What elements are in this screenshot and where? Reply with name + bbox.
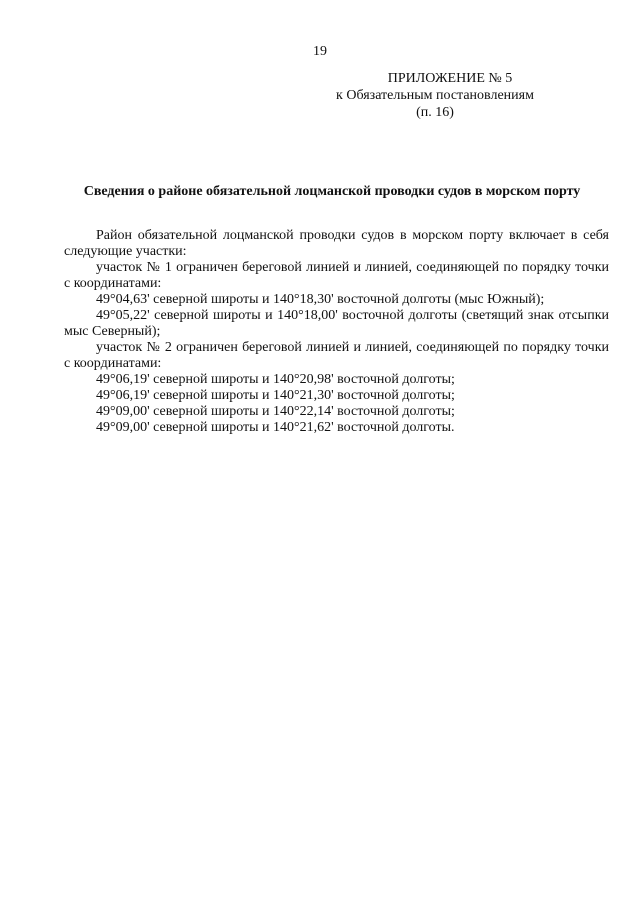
coordinate-line: 49°09,00' северной широты и 140°22,14' восточной долготы; (96, 404, 455, 419)
coordinate-line: 49°04,63' северной широты и 140°18,30' восточной долготы (мыс Южный); (96, 292, 545, 307)
coordinate-line: 49°05,22' северной широты и 140°18,00' восточной долготы (светящий знак отсыпки мыс Северный); (64, 308, 609, 339)
paragraph-section-2: участок № 2 ограничен береговой линией и линией, соединяющей по порядку точки с координатами: (64, 340, 609, 371)
paragraph-section-1: участок № 1 ограничен береговой линией и линией, соединяющей по порядку точки с координатами: (64, 260, 609, 291)
appendix-reference: (п. 16) (416, 105, 454, 120)
paragraph-intro: Район обязательной лоцманской проводки судов в морском порту включает в себя следующие участки: (64, 228, 609, 259)
page-number: 19 (313, 44, 327, 59)
appendix-subtitle: к Обязательным постановлениям (336, 88, 534, 103)
document-title: Сведения о районе обязательной лоцманской проводки судов в морском порту (83, 184, 581, 199)
appendix-header (285, 70, 585, 121)
appendix-title: ПРИЛОЖЕНИЕ № 5 (387, 71, 513, 86)
coordinate-line: 49°06,19' северной широты и 140°20,98' восточной долготы; (96, 372, 455, 387)
coordinate-line: 49°09,00' северной широты и 140°21,62' восточной долготы. (96, 420, 455, 435)
document-body (64, 228, 609, 436)
coordinate-line: 49°06,19' северной широты и 140°21,30' восточной долготы; (96, 388, 455, 403)
